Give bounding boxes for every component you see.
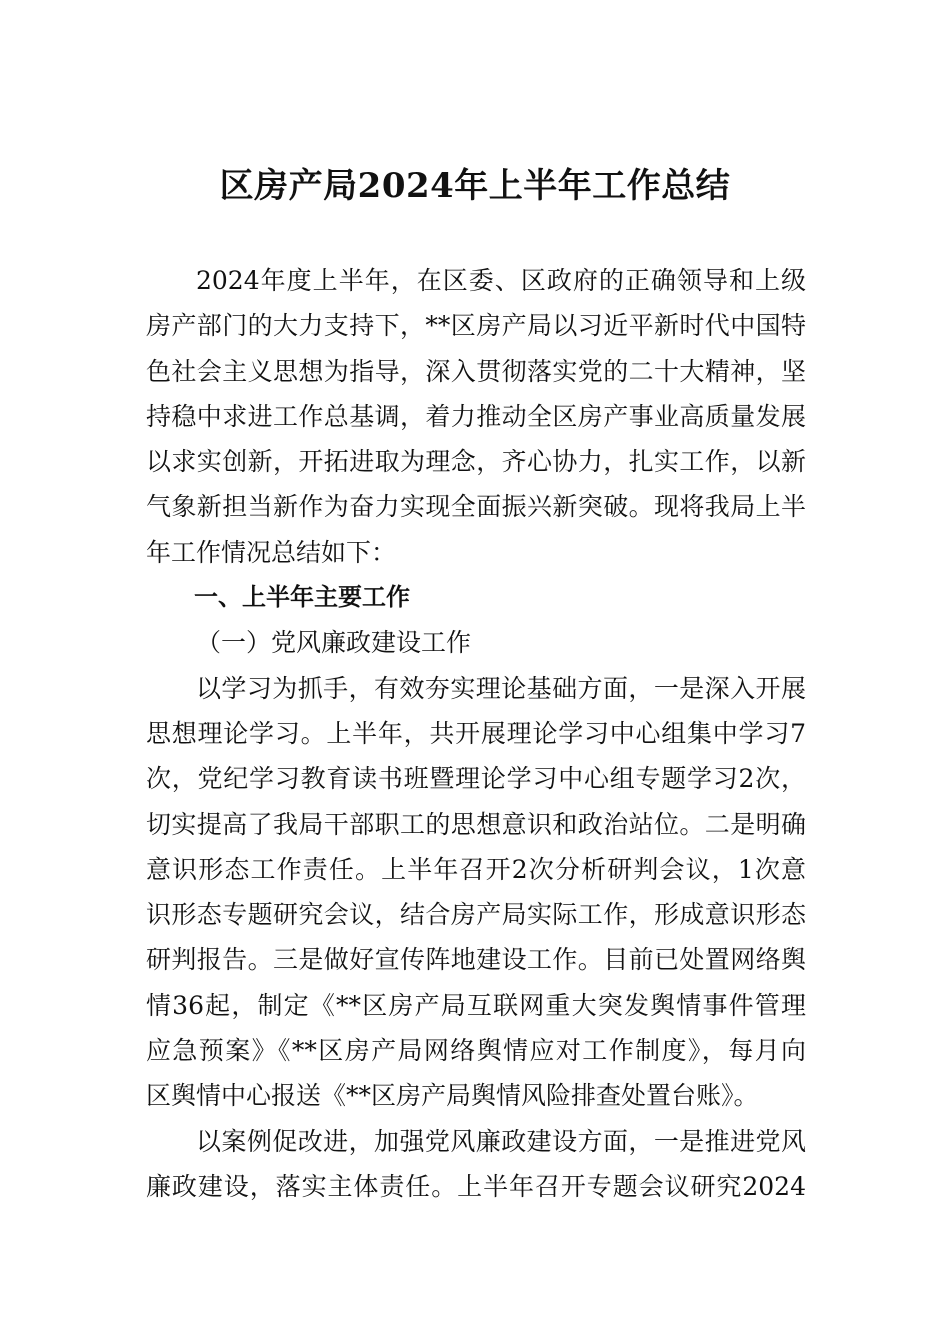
document-title: 区房产局2024年上半年工作总结: [219, 166, 731, 206]
intro-line: 气象新担当新作为奋力实现全面振兴新突破。现将我局上半: [146, 492, 806, 522]
paragraph-line: 切实提高了我局干部职工的思想意识和政治站位。二是明确: [146, 809, 806, 839]
intro-line: 2024年度上半年，在区委、区政府的正确领导和上级: [196, 266, 806, 295]
paragraph-line: 意识形态工作责任。上半年召开2次分析研判会议，1次意: [146, 854, 806, 884]
section-heading: 一、上半年主要工作: [194, 583, 410, 612]
intro-line: 以求实创新，开拓进取为理念，齐心协力，扎实工作，以新: [146, 447, 806, 477]
paragraph-line: 廉政建设，落实主体责任。上半年召开专题会议研究2024: [146, 1171, 806, 1201]
document-body: [146, 258, 806, 1209]
intro-line: 色社会主义思想为指导，深入贯彻落实党的二十大精神，坚: [146, 356, 806, 386]
intro-line: 持稳中求进工作总基调，着力推动全区房产事业高质量发展: [146, 401, 806, 431]
paragraph-line: 次，党纪学习教育读书班暨理论学习中心组专题学习2次，: [146, 764, 806, 794]
paragraph-line: 情36起，制定《**区房产局互联网重大突发舆情事件管理: [146, 990, 806, 1020]
paragraph-line: 以学习为抓手，有效夯实理论基础方面，一是深入开展: [196, 673, 806, 703]
anti-corruption-paragraph: [146, 1119, 806, 1210]
paragraph-line: 以案例促改进，加强党风廉政建设方面，一是推进党风: [196, 1126, 806, 1156]
intro-line: 房产部门的大力支持下，**区房产局以习近平新时代中国特: [146, 311, 806, 341]
paragraph-line: 研判报告。三是做好宣传阵地建设工作。目前已处置网络舆: [146, 945, 806, 975]
paragraph-line: 识形态专题研究会议，结合房产局实际工作，形成意识形态: [146, 900, 806, 930]
subsection-heading: （一）党风廉政建设工作: [196, 628, 472, 658]
paragraph-line: 思想理论学习。上半年，共开展理论学习中心组集中学习7: [146, 718, 806, 748]
paragraph-line: 应急预案》《**区房产局网络舆情应对工作制度》，每月向: [146, 1036, 806, 1066]
paragraph-line: 区舆情中心报送《**区房产局舆情风险排查处置台账》。: [146, 1081, 759, 1111]
intro-paragraph: [146, 258, 806, 575]
party-building-paragraph: [146, 666, 806, 1119]
intro-line: 年工作情况总结如下：: [146, 537, 397, 567]
